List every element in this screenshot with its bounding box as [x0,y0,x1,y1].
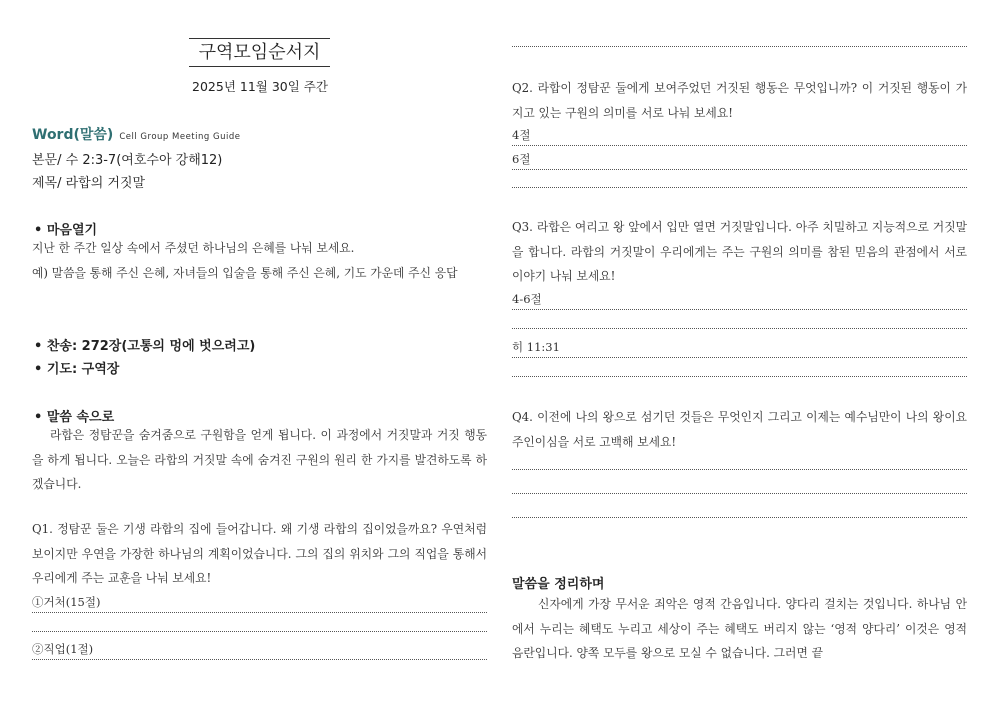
q4-blank-line-2[interactable] [512,493,967,494]
prayer-line: • 기도: 구역장 [34,362,120,377]
q4-blank-line-1[interactable] [512,469,967,470]
scripture-text: 본문/ 수 2:3-7(여호수아 강해12) [32,153,223,168]
week-date: 2025년 11월 30일 주간 [192,79,328,94]
word-section-label [32,124,240,144]
q1-answer-2[interactable]: ②직업(1절) [32,639,487,660]
q2-text: Q2. 라합이 정탐꾼 둘에게 보여주었던 거짓된 행동은 무엇입니까? 이 거짓된 행동이 가지고 있는 구원의 의미를 서로 나눠 보세요! [512,81,967,120]
sermon-title: 제목/ 라합의 거짓말 [32,176,146,191]
word-subtitle: Cell Group Meeting Guide [119,132,241,142]
q3-blank-line-1[interactable] [512,328,967,329]
opening-example: 예) 말씀을 통해 주신 은혜, 자녀들의 입술을 통해 주신 은혜, 기도 가운데 주신 응답 [32,265,458,280]
q3-text: Q3. 라합은 여리고 왕 앞에서 입만 열면 거짓말입니다. 아주 치밀하고 지능적으로 거짓말을 합니다. 라합의 거짓말이 우리에게는 주는 구원의 의미를 참된 믿음의 관점에서 서로 이야기 나눠 보세요! [512,220,967,283]
q3-blank-line-2[interactable] [512,376,967,377]
q2-answer-2[interactable]: 6절 [512,149,967,170]
q4-text: Q4. 이전에 나의 왕으로 섬기던 것들은 무엇인지 그리고 이제는 예수님만이 나의 왕이요 주인이심을 서로 고백해 보세요! [512,410,967,449]
q1-text: Q1. 정탐꾼 둘은 기생 라합의 집에 들어갑니다. 왜 기생 라합의 집이었을까요? 우연처럼 보이지만 우연을 가장한 하나님의 계획이었습니다. 그의 집의 위치와 그의 직업을 통해서 우리에게 주는 교훈을 나눠 보세요! [32,522,487,585]
q1-answer-1[interactable]: ①거처(15절) [32,592,487,613]
top-blank-line[interactable] [512,46,967,47]
page-title: 구역모임순서지 [189,38,330,67]
opening-heading: • 마음열기 [34,223,98,238]
summary-heading: 말씀을 정리하며 [512,577,605,592]
q2-answer-1[interactable]: 4절 [512,125,967,146]
q3-answer-1[interactable]: 4-6절 [512,289,967,310]
into-word-body: 라합은 정탐꾼을 숨겨줌으로 구원함을 얻게 됩니다. 이 과정에서 거짓말과 거짓 행동을 하게 됩니다. 오늘은 라합의 거짓말 속에 숨겨진 구원의 원리 한 가지를 발견하도록 하겠습니다. [32,428,487,491]
summary-body: 신자에게 가장 무서운 죄악은 영적 간음입니다. 양다리 걸치는 것입니다. 하나님 안에서 누리는 혜택도 누리고 세상이 주는 혜택도 버리지 않는 ‘영적 양다리’ 이것은 영적 음란입니다. 양쪽 모두를 왕으로 모실 수 없습니다. 그러면 끝 [512,597,967,660]
q3-answer-2[interactable]: 히 11:31 [512,337,967,358]
hymn-line: • 찬송: 272장(고통의 멍에 벗으려고) [34,339,256,354]
into-word-heading: • 말씀 속으로 [34,410,115,425]
word-label: Word(말씀) [32,127,114,143]
q2-blank-line[interactable] [512,187,967,188]
q1-blank-line[interactable] [32,631,487,632]
opening-body [32,236,487,285]
q4-blank-line-3[interactable] [512,517,967,518]
opening-text: 지난 한 주간 일상 속에서 주셨던 하나님의 은혜를 나눠 보세요. [32,241,355,255]
